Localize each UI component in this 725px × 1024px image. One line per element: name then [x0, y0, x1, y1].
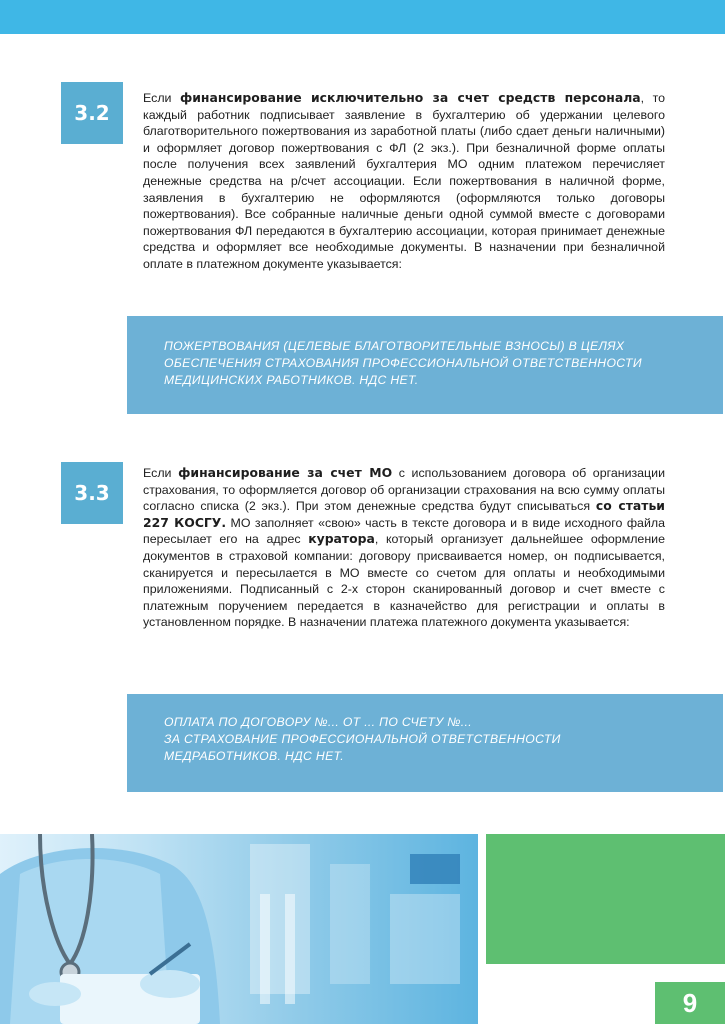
- paragraph-emphasis: со статьи 227 КОСГУ.: [143, 498, 665, 530]
- callout-line: ПОЖЕРТВОВАНИЯ (ЦЕЛЕВЫЕ БЛАГОТВОРИТЕЛЬНЫЕ ВЗНОСЫ) В ЦЕЛЯХ: [164, 339, 625, 353]
- paragraph-text: , который организует дальнейшее оформление документов в страховой компании: договору присваивается номер, он подписывается, сканируется и пересылается в МО вместе со счетом для оплаты и необходимыми приложениями. Подписанный с 2-х сторон сканированный договор и счет вместе с платежным поручением передается в казначейство для регистрации и оплаты в установленном порядке. В назначении платежа платежного документа указывается:: [143, 532, 665, 630]
- callout-line: МЕДИЦИНСКИХ РАБОТНИКОВ. НДС НЕТ.: [164, 373, 419, 387]
- paragraph-text: МО заполняет «свою» часть в тексте договора и в виде исходного файла пересылает его на адрес: [143, 515, 665, 547]
- paragraph-text: , то каждый работник подписывает заявление в бухгалтерию об удержании целевого благотворительного пожертвования из заработной платы (либо сдает деньги наличными) и оформляет договор пожертвования с ФЛ (2 экз.). При безналичной форме оплаты после получения всех заявлений бухгалтерия МО одним платежом перечисляет денежные средства на р/счет ассоциации. Если пожертвования в наличной форме, заявления в бухгалтерию не оформляются (оформляются только договоры пожертвования). Все собранные наличные деньги одной суммой вместе с договорами пожертвования ФЛ передаются в бухгалтерию ассоциации, которая принимает денежные средства и оформляет все необходимые документы. В назначении при безналичной оплате в платежном документе указывается:: [143, 91, 666, 271]
- section-number-badge: 3.3: [61, 462, 123, 524]
- callout-line: ОБЕСПЕЧЕНИЯ СТРАХОВАНИЯ ПРОФЕССИОНАЛЬНОЙ ОТВЕТСТВЕННОСТИ: [164, 356, 642, 370]
- paragraph-emphasis: финансирование исключительно за счет средств персонала: [179, 90, 641, 105]
- top-color-band: [0, 0, 725, 34]
- page-number: 9: [655, 982, 725, 1024]
- section-3-2-paragraph: [143, 90, 665, 273]
- paragraph-emphasis: куратора: [308, 531, 375, 547]
- payment-purpose-callout-3-2: [127, 316, 723, 414]
- decorative-green-block: [486, 834, 725, 964]
- callout-line: ОПЛАТА ПО ДОГОВОРУ №... ОТ ... ПО СЧЕТУ №...: [164, 715, 472, 729]
- photo-illustration: [0, 834, 478, 1024]
- section-number-badge: 3.2: [61, 82, 123, 144]
- callout-line: ЗА СТРАХОВАНИЕ ПРОФЕССИОНАЛЬНОЙ ОТВЕТСТВЕННОСТИ: [164, 732, 561, 746]
- paragraph-text: с использованием договора об организации страхования, то оформляется договор об организации страхования на всю сумму оплаты согласно списка (2 экз.). При этом денежные средства будут списываться: [143, 466, 665, 514]
- paragraph-text: Если: [143, 466, 179, 480]
- payment-purpose-callout-3-3: [127, 694, 723, 792]
- paragraph-emphasis: финансирование за счет МО: [178, 465, 393, 480]
- paragraph-text: Если: [143, 91, 180, 105]
- doctor-with-stethoscope-photo: [0, 834, 478, 1024]
- callout-line: МЕДРАБОТНИКОВ. НДС НЕТ.: [164, 749, 344, 763]
- section-3-3-paragraph: [143, 465, 665, 631]
